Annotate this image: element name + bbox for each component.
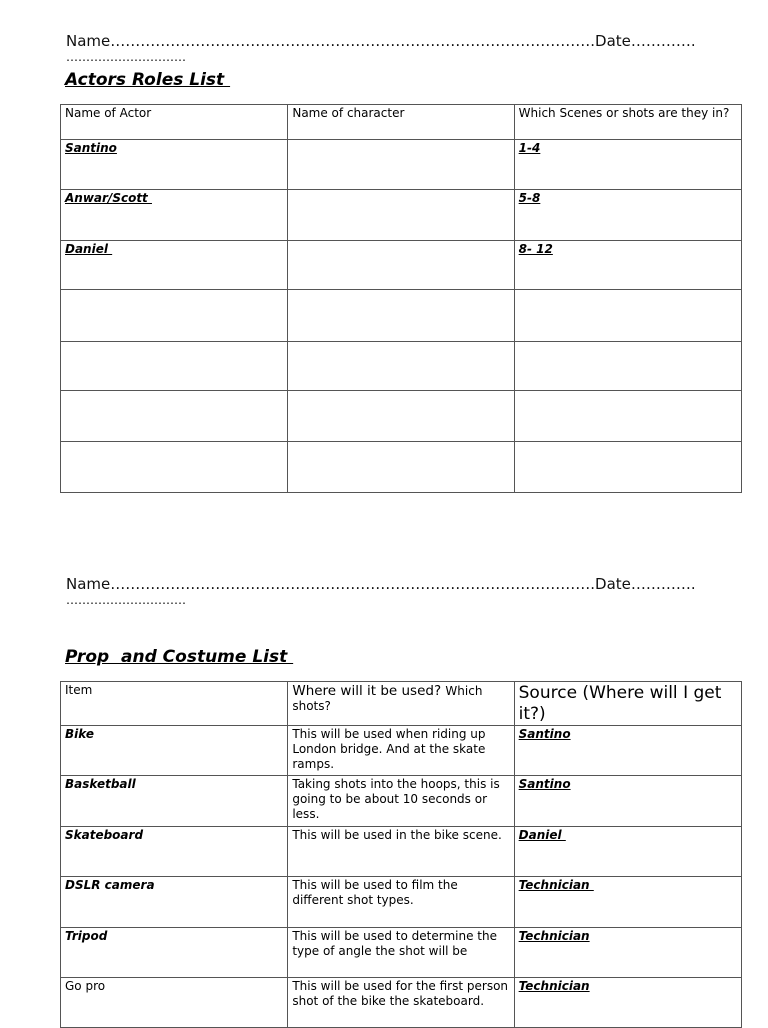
name-date-text: Name…………………………………………………………………………………….Date…………. — [66, 576, 696, 593]
table-row — [61, 190, 742, 241]
item-name: Tripod — [65, 929, 108, 943]
table-row — [61, 342, 742, 391]
item-name: Bike — [65, 727, 94, 741]
scenes-value: 5-8 — [518, 191, 541, 205]
usage-text: This will be used when riding up London bridge. And at the skate ramps. — [292, 727, 486, 771]
actors-roles-title: Actors Roles List — [65, 70, 231, 90]
actors-roles-table — [60, 104, 742, 493]
table-row — [61, 241, 742, 290]
header-scenes: Which Scenes or shots are they in? — [514, 105, 741, 140]
source-value: Technician — [518, 878, 594, 892]
header-source: Source (Where will I get it?) — [514, 682, 741, 726]
table-row — [61, 877, 742, 928]
table-row — [61, 391, 742, 442]
prop-costume-table — [60, 681, 742, 1028]
where-used-label: Where will it be used? — [292, 683, 446, 699]
table-row — [61, 140, 742, 190]
table-header-row — [61, 105, 742, 140]
table-row — [61, 726, 742, 776]
header-name-of-character: Name of character — [288, 105, 514, 140]
item-name: Skateboard — [65, 828, 144, 842]
usage-text: Taking shots into the hoops, this is going to be about 10 seconds or less. — [292, 777, 500, 821]
name-date-text: Name…………………………………………………………………………………….Date…………. — [66, 33, 696, 50]
table-row — [61, 290, 742, 342]
scenes-value: 8- 12 — [518, 242, 553, 256]
item-name: Go pro — [65, 979, 106, 993]
name-date-line-2 — [66, 576, 716, 607]
source-value: Technician — [518, 929, 590, 943]
item-name: Basketball — [65, 777, 136, 791]
source-value: Santino — [518, 727, 571, 741]
which-shots-label: Which shots? — [292, 684, 483, 713]
table-row — [61, 978, 742, 1028]
table-row — [61, 776, 742, 827]
table-header-row — [61, 682, 742, 726]
header-where-used — [288, 682, 514, 726]
name-date-line-1 — [66, 33, 716, 64]
usage-text: This will be used to determine the type of angle the shot will be — [292, 929, 497, 958]
source-value: Daniel — [518, 828, 566, 842]
prop-costume-title: Prop and Costume List — [65, 647, 294, 667]
table-row — [61, 827, 742, 877]
item-name: DSLR camera — [65, 878, 155, 892]
source-value: Technician — [518, 979, 590, 993]
actor-name: Santino — [65, 141, 117, 155]
name-date-continuation: ………………………… — [66, 593, 186, 607]
usage-text: This will be used for the first person shot of the bike the skateboard. — [292, 979, 509, 1008]
actor-name: Daniel — [65, 242, 113, 256]
table-row — [61, 442, 742, 493]
usage-text: This will be used in the bike scene. — [292, 828, 502, 842]
table-row — [61, 928, 742, 978]
actor-name: Anwar/Scott — [65, 191, 152, 205]
name-date-continuation: ………………………… — [66, 50, 186, 64]
header-name-of-actor: Name of Actor — [61, 105, 288, 140]
source-value: Santino — [518, 777, 571, 791]
usage-text: This will be used to film the different shot types. — [292, 878, 458, 907]
header-item: Item — [61, 682, 288, 726]
scenes-value: 1-4 — [518, 141, 541, 155]
